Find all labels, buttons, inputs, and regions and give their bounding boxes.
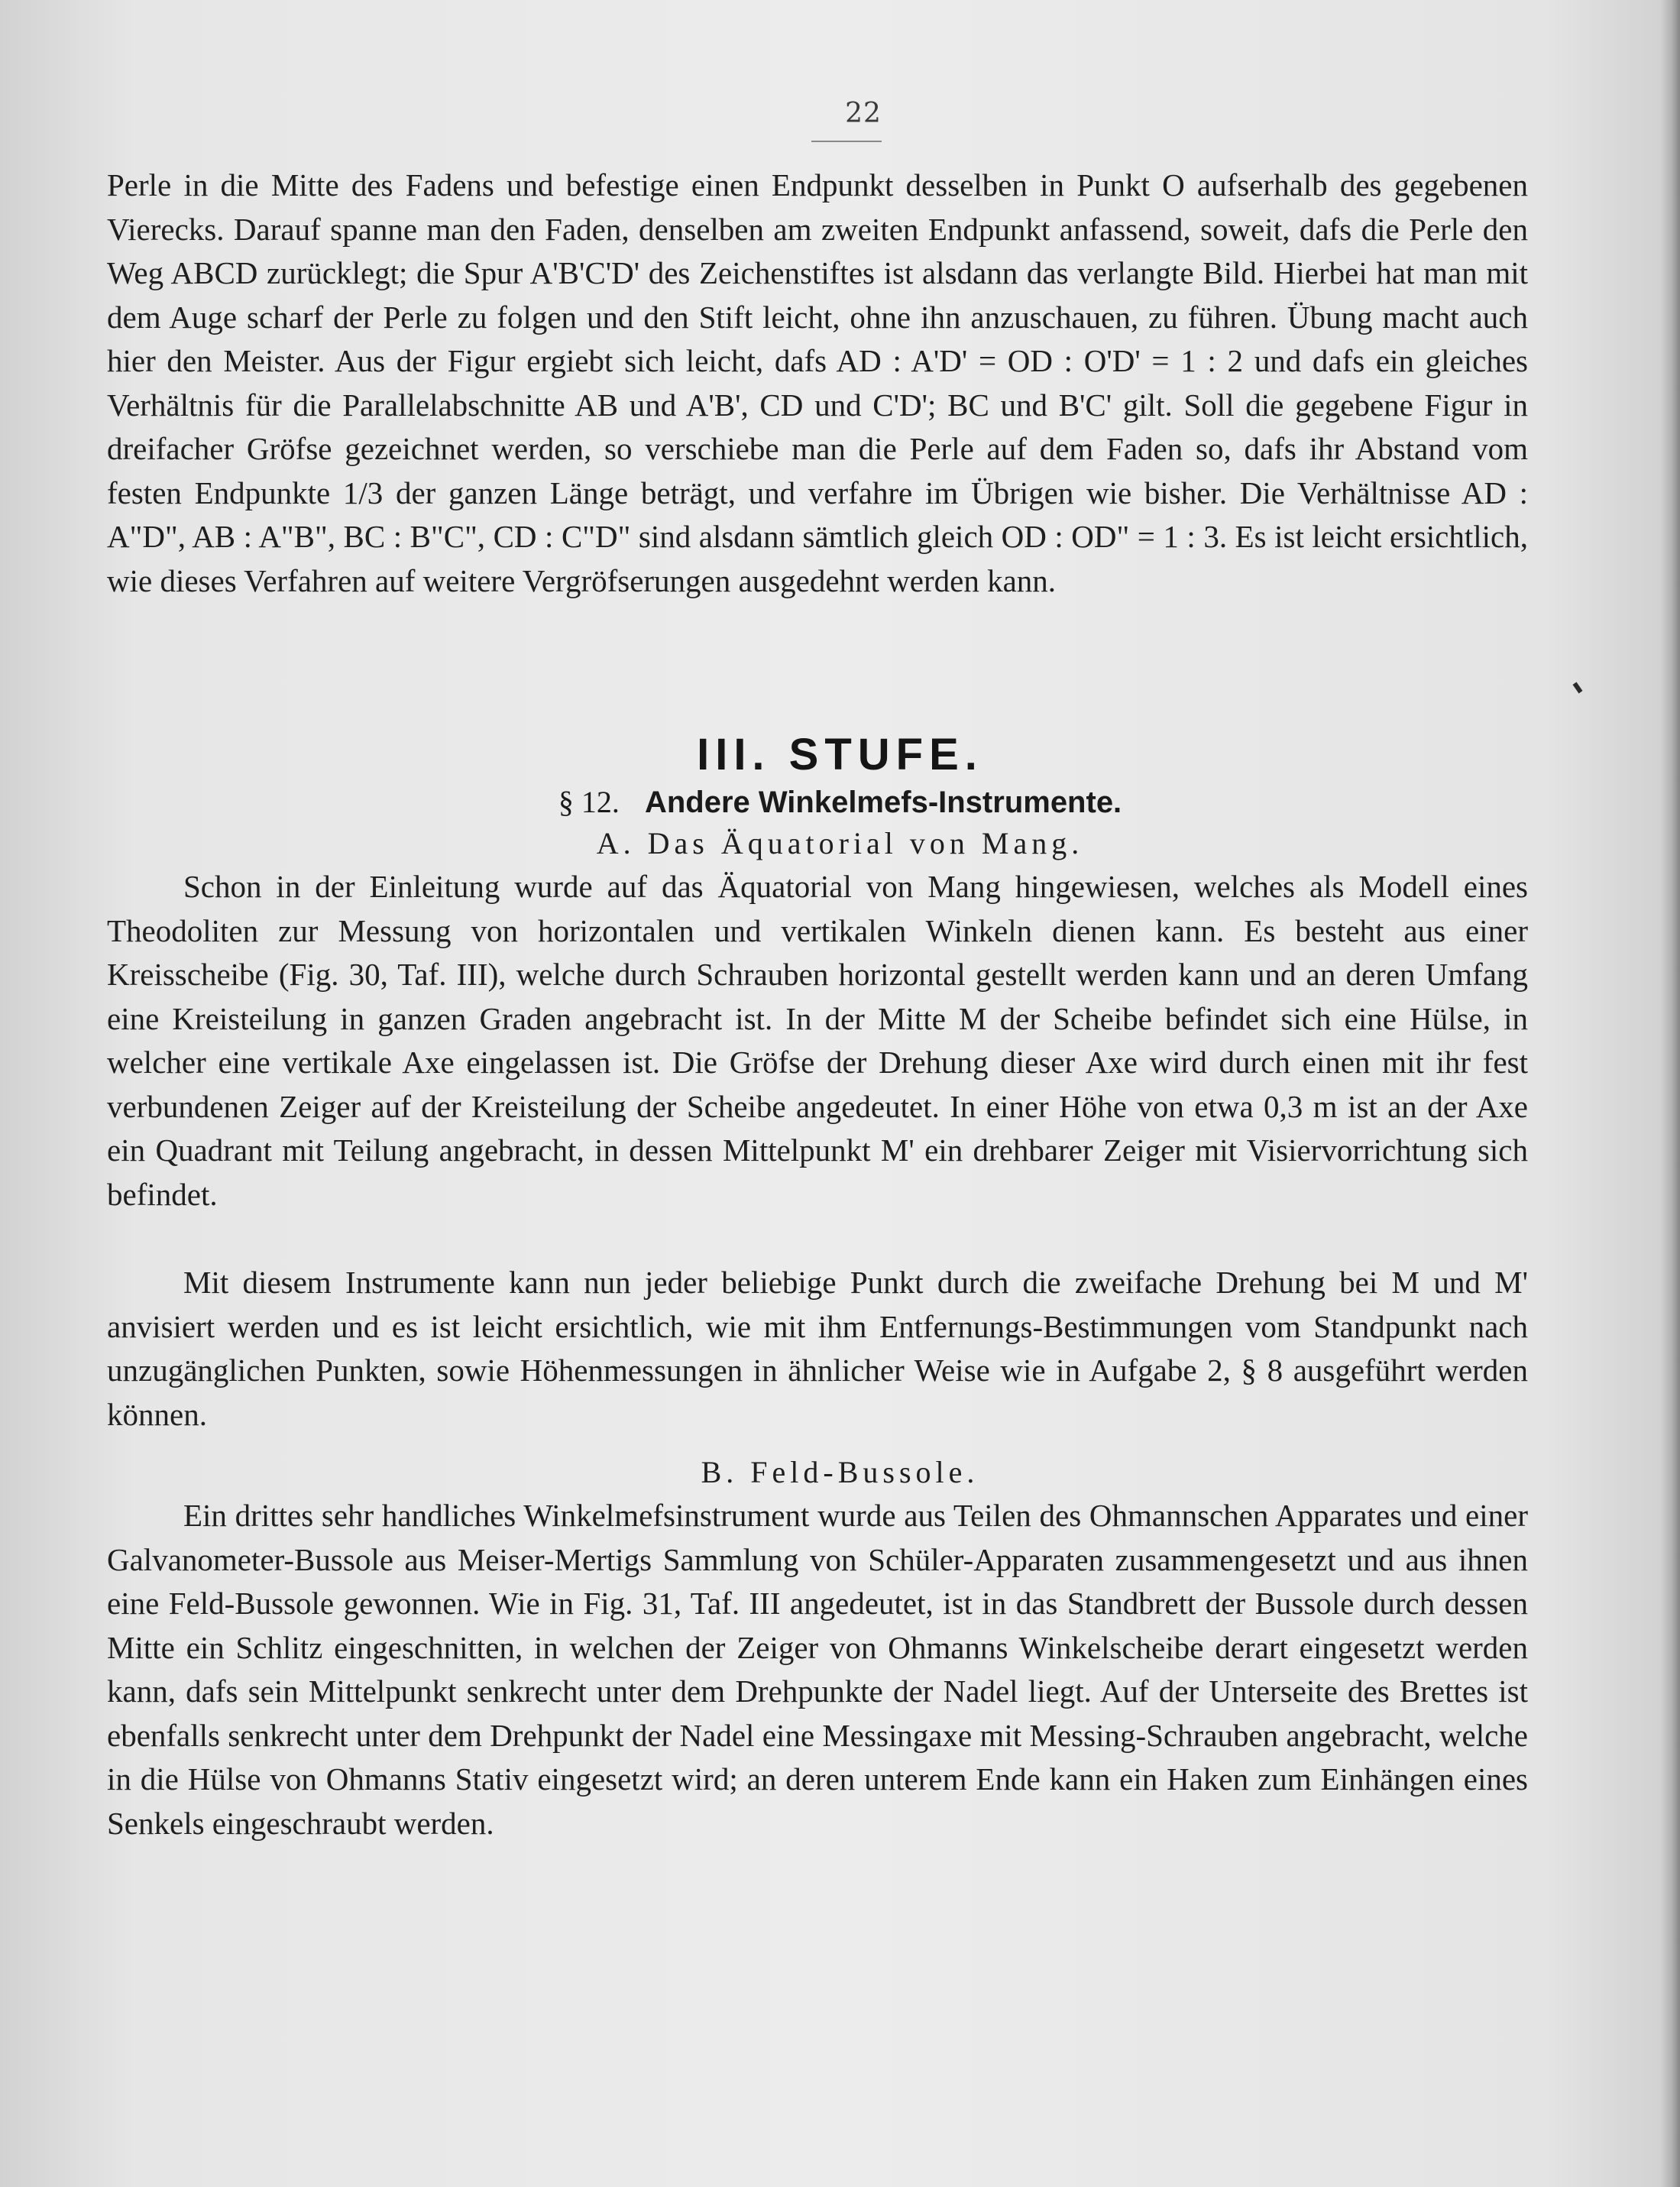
paragraph-aequatorial-1: Schon in der Einleitung wurde auf das Äquatorial von Mang hingewiesen, welches als Modell eines Theodoliten zur Messung von horizontalen und vertikalen Winkeln dienen kann. Es besteht aus einer Kreisscheibe (Fig. 30, Taf. III), welche durch Schrauben horizontal gestellt werden kann und an deren Umfang eine Kreisteilung in ganzen Graden angebracht ist. In der Mitte M der Scheibe befindet sich eine Hülse, in welcher eine vertikale Axe eingelassen ist. Die Gröfse der Drehung dieser Axe wird durch einen mit ihr fest verbundenen Zeiger auf der Kreisteilung der Scheibe angedeutet. In einer Höhe von etwa 0,3 m ist an der Axe ein Quadrant mit Teilung angebracht, in dessen Mittelpunkt M' ein drehbarer Zeiger mit Visiervorrichtung sich befindet. (107, 869, 1528, 1212)
section-title: Andere Winkelmefs-Instrumente. (644, 786, 1122, 819)
subheading-aequatorial: A. Das Äquatorial von Mang. (596, 826, 1084, 860)
stufe-heading: III. STUFE. (697, 730, 983, 779)
section-number: § 12. (558, 785, 620, 819)
page-number: 22 (845, 98, 882, 129)
paragraph-aequatorial-2: Mit diesem Instrumente kann nun jeder beliebige Punkt durch die zweifache Drehung bei M und M' anvisiert werden und es ist leicht ersichtlich, wie mit ihm Entfernungs-Bestimmungen vom Standpunkt nach unzugänglichen Punkten, sowie Höhenmessungen in ähnlicher Weise wie in Aufgabe 2, § 8 ausgeführt werden können. (107, 1265, 1528, 1432)
paragraph-perle: Perle in die Mitte des Fadens und befestige einen Endpunkt desselben in Punkt O aufserhalb des gegebenen Vierecks. Darauf spanne man den Faden, denselben am zweiten Endpunkt anfassend, soweit, dafs die Perle den Weg ABCD zurücklegt; die Spur A'B'C'D' des Zeichenstiftes ist alsdann das verlangte Bild. Hierbei hat man mit dem Auge scharf der Perle zu folgen und den Stift leicht, ohne ihn anzuschauen, zu führen. Übung macht auch hier den Meister. Aus der Figur ergiebt sich leicht, dafs AD : A'D' = OD : O'D' = 1 : 2 und dafs ein gleiches Verhältnis für die Parallelabschnitte AB und A'B', CD und C'D'; BC und B'C' gilt. Soll die gegebene Figur in dreifacher Gröfse gezeichnet werden, so verschiebe man die Perle auf dem Faden so, dafs ihr Abstand vom festen Endpunkte 1/3 der ganzen Länge beträgt, und verfahre im Übrigen wie bisher. Die Verhältnisse AD : A"D", AB : A"B", BC : B"C", CD : C"D" sind alsdann sämtlich gleich OD : OD" = 1 : 3. Es ist leicht ersichtlich, wie dieses Verfahren auf weitere Vergröfserungen ausgedehnt werden kann. (107, 167, 1528, 598)
subheading-feld-bussole: B. Feld-Bussole. (701, 1455, 979, 1489)
page-edge-shadow (1660, 0, 1680, 2187)
page-number-rule (811, 141, 882, 142)
section-heading (0, 784, 1680, 820)
margin-mark (1573, 682, 1583, 694)
paragraph-feld-bussole: Ein drittes sehr handliches Winkelmefsinstrument wurde aus Teilen des Ohmannschen Apparates und einer Galvanometer-Bussole aus Meiser-Mertigs Sammlung von Schüler-Apparaten zusammengesetzt und aus ihnen eine Feld-Bussole gewonnen. Wie in Fig. 31, Taf. III angedeutet, ist in das Standbrett der Bussole durch dessen Mitte ein Schlitz eingeschnitten, in welchen der Zeiger von Ohmanns Winkelscheibe derart eingesetzt werden kann, dafs sein Mittelpunkt senkrecht unter dem Drehpunkte der Nadel liegt. Auf der Unterseite des Brettes ist ebenfalls senkrecht unter dem Drehpunkt der Nadel eine Messingaxe mit Messing-Schrauben angebracht, welche in die Hülse von Ohmanns Stativ eingesetzt wird; an deren unterem Ende kann ein Haken zum Einhängen eines Senkels eingeschraubt werden. (107, 1498, 1528, 1841)
